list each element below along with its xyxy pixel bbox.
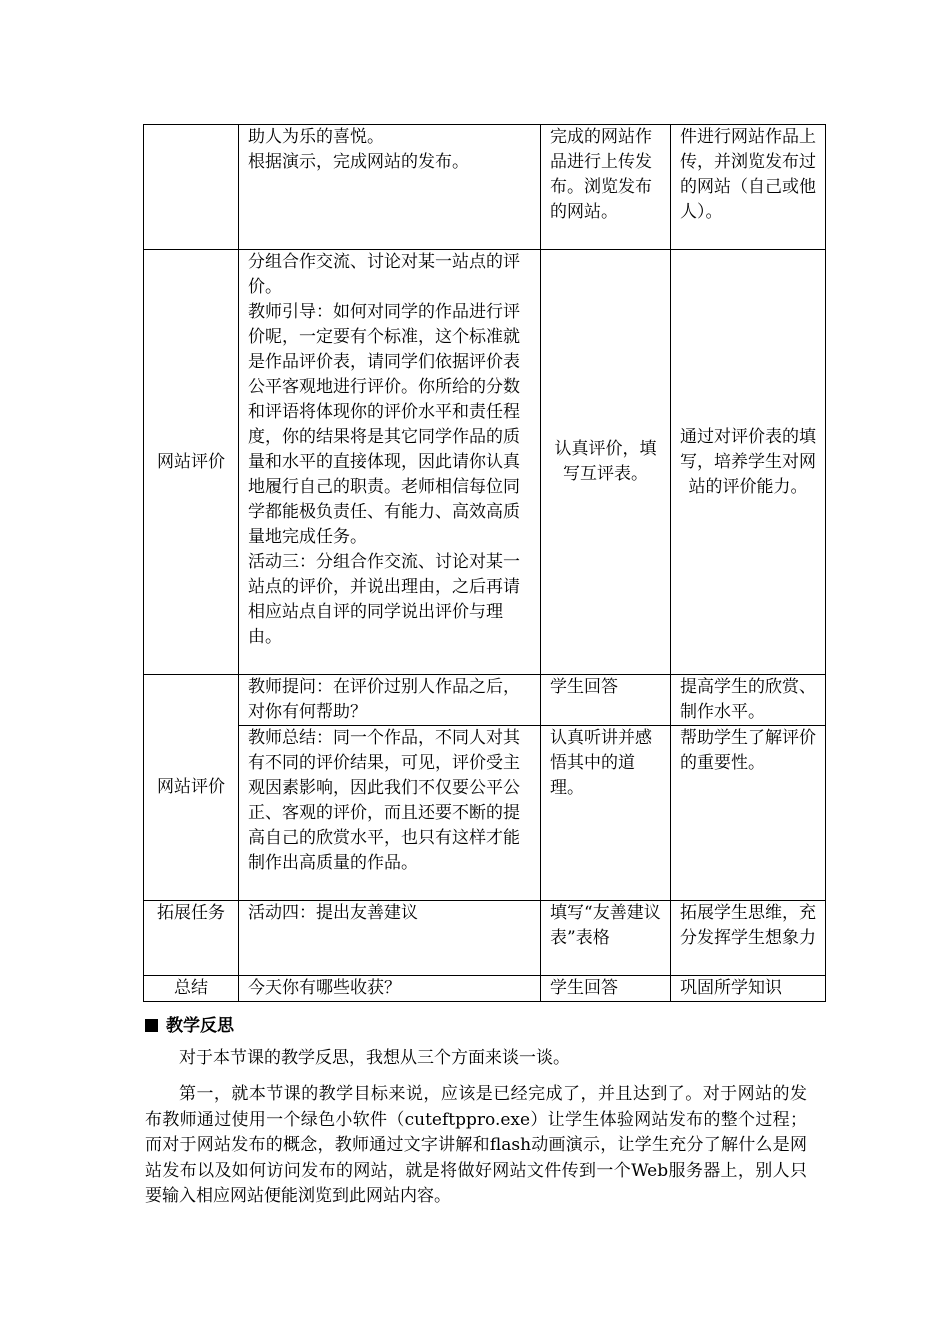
stage-cell: 总结 [144,976,239,1002]
student-activity-cell: 填写“友善建议表”表格 [541,901,671,976]
student-activity-cell: 学生回答 [541,675,671,726]
teacher-activity-cell [239,726,541,901]
teacher-text: 助人为乐的喜悦。 [248,127,384,147]
design-intent-cell: 通过对评价表的填写，培养学生对网站的评价能力。 [671,250,826,675]
student-activity-cell: 学生回答 [541,976,671,1002]
design-intent-cell: 拓展学生思维，充分发挥学生想象力 [671,901,826,976]
teacher-text: 教师总结：同一个作品，不同人对其有不同的评价结果，可见，评价受主观因素影响，因此我们不仅要公平公正、客观的评价，而且还要不断的提高自己的欣赏水平，也只有这样才能制作出高质量的作品。 [248,728,520,873]
stage-cell: 拓展任务 [144,901,239,976]
teacher-text: 今天你有哪些收获？ [248,978,401,998]
teacher-activity-cell [239,976,541,1002]
stage-cell [144,125,239,250]
teacher-activity-cell [239,901,541,976]
table-row [144,901,826,976]
teacher-activity-cell [239,125,541,250]
table-row [144,250,826,675]
table-row [144,726,826,901]
table-row [144,976,826,1002]
teacher-text: 活动四：提出友善建议 [248,903,418,923]
section-heading [145,1014,234,1038]
teacher-text: 活动三：分组合作交流、讨论对某一站点的评价，并说出理由，之后再请相应站点自评的同学说出评价与理由。 [248,552,520,647]
teacher-text: 教师引导：如何对同学的作品进行评价呢，一定要有个标准，这个标准就是作品评价表，请同学们依据评价表公平客观地进行评价。你所给的分数和评语将体现你的评价水平和责任程度，你的结果将是其它同学作品的质量和水平的直接体现，因此请你认真地履行自己的职责。老师相信每位同学都能极负责任、有能力、高效高质量地完成任务。 [248,302,520,547]
design-intent-cell: 帮助学生了解评价的重要性。 [671,726,826,901]
teacher-text: 教师提问：在评价过别人作品之后，对你有何帮助？ [248,677,520,722]
table-row [144,125,826,250]
stage-cell: 网站评价 [144,250,239,675]
paragraph: 第一，就本节课的教学目标来说，应该是已经完成了，并且达到了。对于网站的发布教师通过使用一个绿色小软件（cuteftppro.exe）让学生体验网站发布的整个过程；而对于网站发布的概念，教师通过文字讲解和flash动画演示，让学生充分了解什么是网站发布以及如何访问发布的网站，就是将做好网站文件传到一个Web服务器上，别人只要输入相应网站便能浏览到此网站内容。 [145,1084,807,1206]
teacher-activity-cell [239,250,541,675]
design-intent-cell: 提高学生的欣赏、制作水平。 [671,675,826,726]
paragraph: 对于本节课的教学反思，我想从三个方面来谈一谈。 [179,1048,570,1068]
design-intent-cell: 巩固所学知识 [671,976,826,1002]
table-row [144,675,826,726]
stage-cell: 网站评价 [144,675,239,901]
square-bullet-icon [145,1019,158,1032]
student-activity-cell: 认真听讲并感悟其中的道理。 [541,726,671,901]
lesson-plan-table [143,124,826,1002]
teacher-activity-cell [239,675,541,726]
teacher-text: 根据演示，完成网站的发布。 [248,152,469,172]
section-title: 教学反思 [166,1016,234,1036]
student-activity-cell: 认真评价，填写互评表。 [541,250,671,675]
design-intent-cell: 件进行网站作品上传，并浏览发布过的网站（自己或他人）。 [671,125,826,250]
teacher-text: 分组合作交流、讨论对某一站点的评价。 [248,252,520,297]
student-activity-cell: 完成的网站作品进行上传发布。浏览发布的网站。 [541,125,671,250]
